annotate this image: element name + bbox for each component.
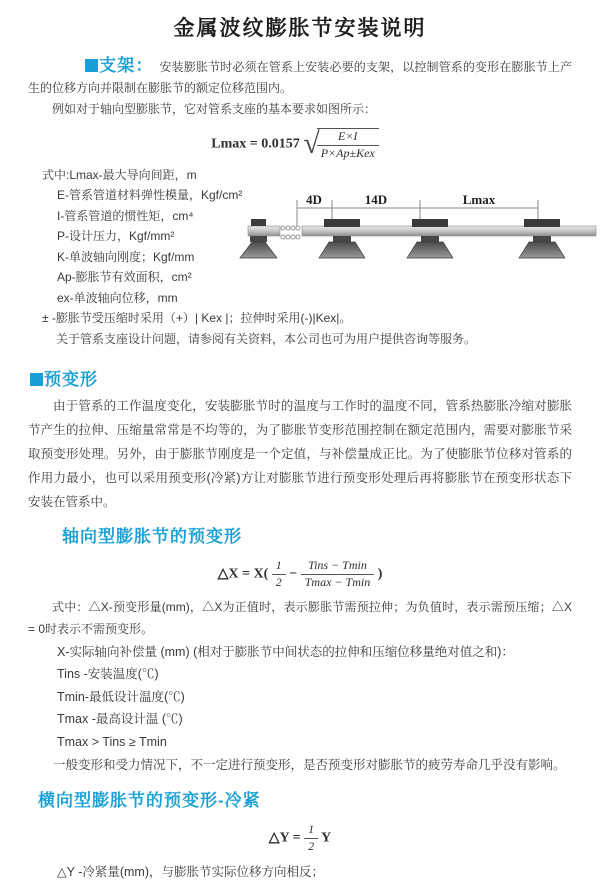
- guide-support-icon: [519, 219, 565, 258]
- support-example-line: 例如对于轴向型膨胀节，它对管系支座的基本要求如图所示：: [52, 102, 377, 116]
- section-support-heading: 支架：: [99, 56, 154, 75]
- dimension-label-4d: 4D: [306, 192, 322, 207]
- sqrt-radical-icon: √: [303, 127, 320, 161]
- dimension-label-lmax: Lmax: [462, 192, 496, 207]
- service-note: 关于管系支座设计问题，请参阅有关资料，本公司也可为用户提供咨询等服务。: [56, 332, 477, 347]
- definition-line: Tmax > Tins ≥ Tmin: [57, 734, 167, 749]
- sign-convention-note: ± -膨胀节受压缩时采用（+）| Kex |；拉伸时采用(-)|Kex|。: [42, 311, 352, 326]
- formula-axial-numerator: Tins − Tmin: [301, 559, 374, 575]
- formula-lmax: [0, 128, 600, 161]
- formula-lateral-rhs: Y: [321, 830, 332, 846]
- definition-line: X-实际轴向补偿量 (mm) (相对于膨胀节中间状态的拉伸和压缩位移量绝对值之和)：: [57, 644, 514, 659]
- axial-predeform-heading: 轴向型膨胀节的预变形: [62, 527, 242, 547]
- page-title: 金属波纹膨胀节安装说明: [173, 17, 427, 40]
- minus-sign: −: [289, 566, 298, 582]
- formula-axial-denominator: Tmax − Tmin: [304, 574, 371, 589]
- guide-support-icon: [407, 219, 453, 258]
- definition-line: Tmax -最高设计温 (℃): [57, 712, 183, 727]
- formula-lmax-denominator: P×Ap±Kex: [320, 145, 375, 160]
- formula-lmax-lhs: Lmax = 0.0157: [211, 136, 300, 152]
- anchor-support-icon: [240, 219, 277, 258]
- definition-line: ex-单波轴向位移，mm: [57, 290, 178, 305]
- axial-note: 一般变形和受力情况下，不一定进行预变形，是否预变形对膨胀节的疲劳寿命几乎没有影响。: [53, 758, 566, 773]
- dimension-label-14d: 14D: [364, 192, 388, 207]
- lateral-predeform-heading: 横向型膨胀节的预变形-冷紧: [38, 791, 261, 811]
- definition-line: E-管系管道材料弹性模量，Kgf/cm²: [57, 188, 243, 203]
- formula-lmax-fraction: [317, 130, 379, 161]
- section-marker-icon: [85, 59, 98, 72]
- dimension-labels: [306, 192, 496, 207]
- definition-line: Ap-膨胀节有效面积，cm²: [57, 270, 192, 285]
- definition-line: P-设计压力，Kgf/mm²: [57, 229, 175, 244]
- formula-lateral-predeform: [0, 823, 600, 854]
- definition-line: Tmin-最低设计温度(℃): [57, 689, 185, 704]
- formula-axial-lhs: △X = X(: [217, 566, 269, 582]
- bellows-icon: [281, 226, 300, 239]
- formula-axial-rhs: ): [377, 566, 383, 582]
- predeform-paragraph: 由于管系的工作温度变化，安装膨胀节时的温度与工作时的温度不同，管系热膨胀冷缩对膨胀节产生的拉伸、压缩量常常是不均等的，为了膨胀节变形范围控制在额定范围内，需要对膨胀节采取预变形处理。另外，由于膨胀节刚度是一个定值，与补偿量成正比。为了使膨胀节位移对管系的作用力最小，也可以采用预变形(冷紧)方让对膨胀节进行预变形处理后再将膨胀节在预变形状态下安装在管系中。: [28, 399, 572, 510]
- temperature-ratio-fraction: [301, 559, 374, 590]
- formula-lmax-numerator: E×I: [317, 130, 379, 146]
- definition-line: K-单波轴向刚度；Kgf/mm: [57, 249, 195, 264]
- pipe-left-segment: [248, 226, 280, 236]
- definition-line: I-管系管道的惯性矩，cm⁴: [57, 208, 194, 223]
- formula-axial-predeform: [0, 559, 600, 590]
- axial-explain-paragraph: 式中：△X-预变形量(mm)，△X为正值时，表示膨胀节需预拉伸；为负值时，表示需预压缩；△X = 0时表示不需预变形。: [28, 599, 572, 636]
- pipe-support-diagram: [246, 190, 598, 286]
- one-half-fraction: $\frac{1}{2}$: [272, 559, 286, 590]
- one-half-fraction: $\frac{1}{2}$: [304, 823, 318, 854]
- section-predeform-heading: 预变形: [44, 370, 98, 390]
- pipe-main-segment: [302, 226, 596, 236]
- support-intro-text: 安装膨胀节时必须在管系上安装必要的支架，以控制管系的变形在膨胀节上产生的位移方向并限制在膨胀节的额定位移范围内。: [28, 60, 572, 95]
- section-marker-icon: [30, 373, 43, 386]
- axial-definitions-list: [57, 643, 600, 753]
- lateral-note: △Y -冷紧量(mm)，与膨胀节实际位移方向相反；: [57, 864, 325, 879]
- formula-lateral-lhs: △Y =: [268, 830, 301, 846]
- guide-support-icon: [319, 219, 365, 258]
- definition-line: Tins -安装温度(℃): [57, 667, 159, 682]
- support-paragraph: [28, 55, 572, 99]
- definition-line: 式中:Lmax-最大导向间距，m: [42, 167, 197, 182]
- section-predeform-heading-row: [30, 365, 600, 390]
